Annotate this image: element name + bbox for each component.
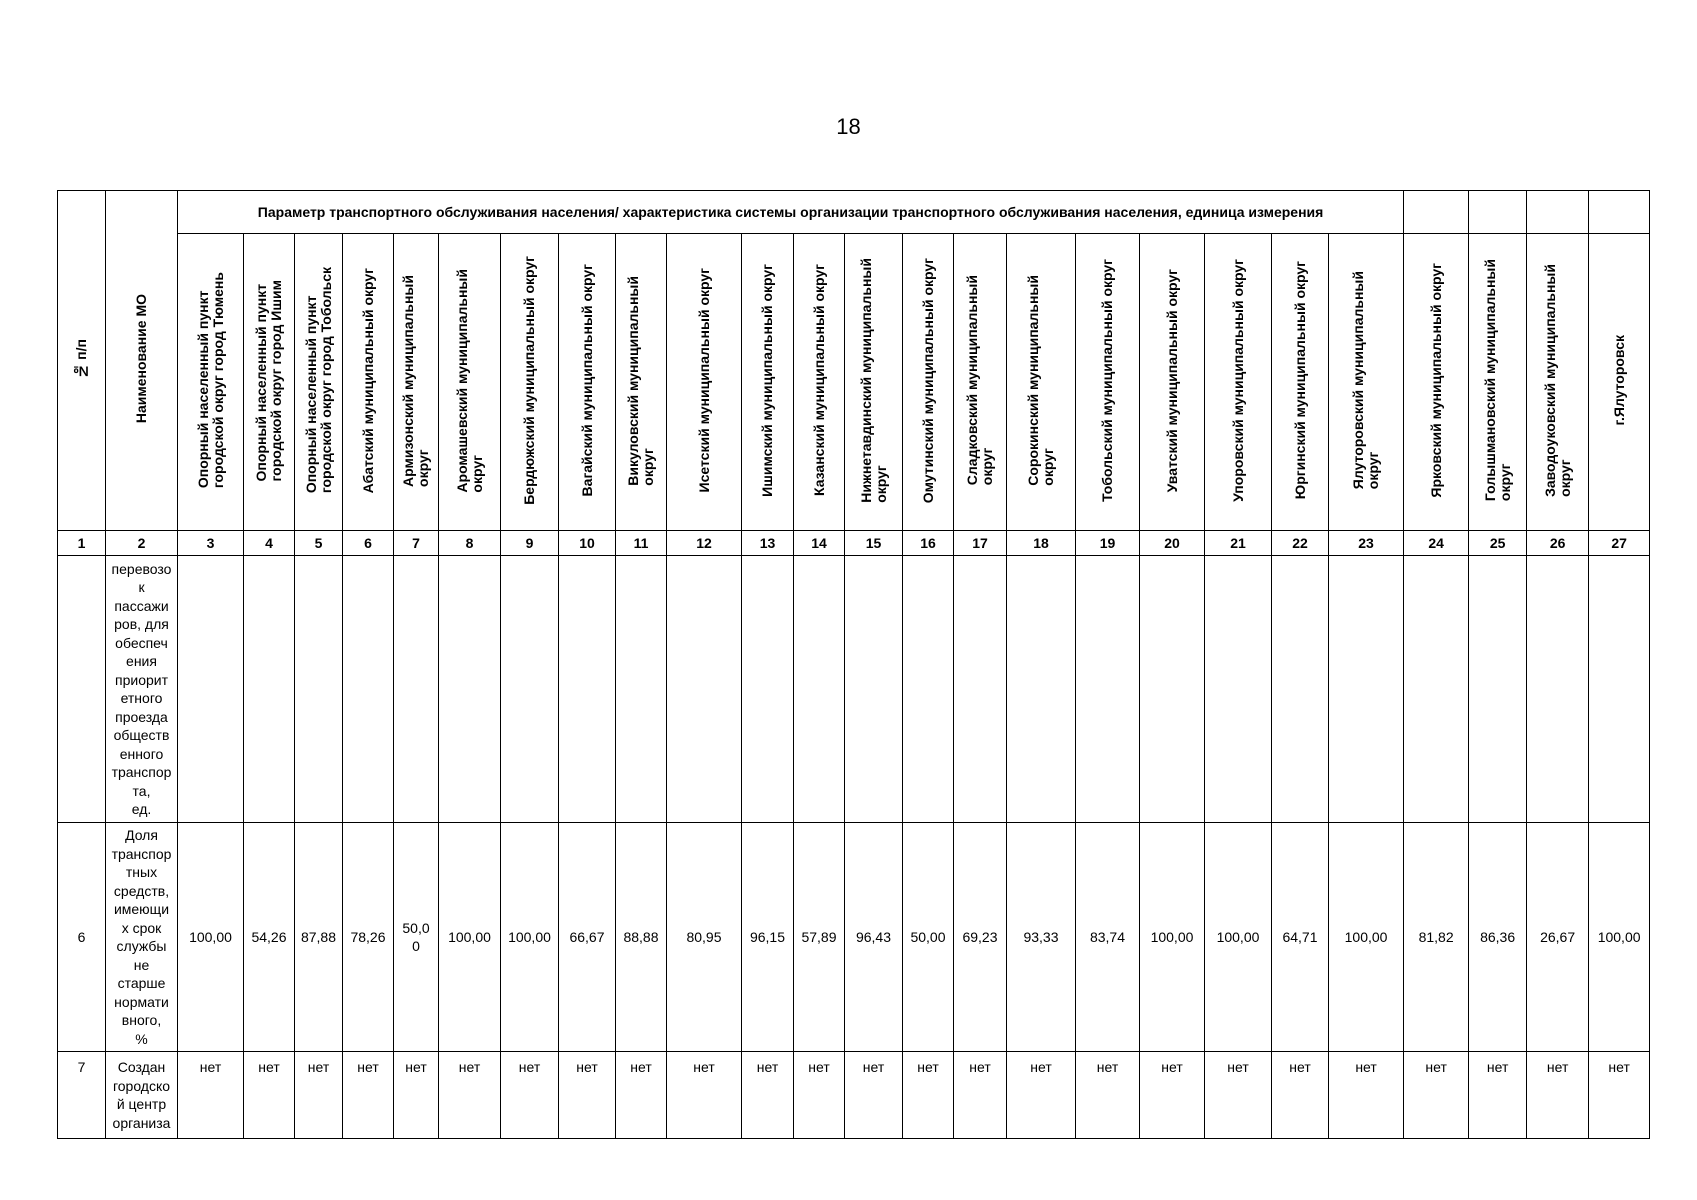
value-cell: 88,88 <box>616 823 667 1052</box>
column-header-mo: Аромашевский муниципальный округ <box>439 234 501 531</box>
value-cell: нет <box>1329 1052 1404 1139</box>
value-cell <box>616 556 667 823</box>
value-cell <box>667 556 742 823</box>
column-header-mo: Абатский муниципальный округ <box>343 234 394 531</box>
column-number: 24 <box>1404 531 1469 556</box>
column-header-mo: Юргинский муниципальный округ <box>1272 234 1329 531</box>
column-header-mo: Голышмановский муниципальный округ <box>1469 234 1527 531</box>
value-cell <box>501 556 559 823</box>
value-cell: 100,00 <box>1329 823 1404 1052</box>
value-cell: 64,71 <box>1272 823 1329 1052</box>
value-cell: нет <box>295 1052 343 1139</box>
column-number: 5 <box>295 531 343 556</box>
column-header-mo: Нижнетавдинский муниципальный округ <box>845 234 903 531</box>
column-header-mo: Казанский муниципальный округ <box>794 234 845 531</box>
value-cell <box>1272 556 1329 823</box>
caption-blank-27 <box>1589 191 1650 234</box>
page-number: 18 <box>836 114 861 139</box>
value-cell <box>295 556 343 823</box>
column-header-mo: Исетский муниципальный округ <box>667 234 742 531</box>
column-number: 17 <box>954 531 1007 556</box>
column-number: 18 <box>1007 531 1076 556</box>
column-number: 13 <box>742 531 794 556</box>
value-cell: нет <box>1076 1052 1140 1139</box>
value-cell: нет <box>501 1052 559 1139</box>
value-cell <box>1469 556 1527 823</box>
column-header-mo: Опорный населенный пункт городской округ город Тюмень <box>178 234 244 531</box>
value-cell: нет <box>1469 1052 1527 1139</box>
value-cell <box>244 556 295 823</box>
value-cell <box>742 556 794 823</box>
value-cell: нет <box>1404 1052 1469 1139</box>
row-number: 6 <box>58 823 106 1052</box>
value-cell: 50,00 <box>903 823 954 1052</box>
column-header-mo: Ишимский муниципальный округ <box>742 234 794 531</box>
column-header-mo: Тобольский муниципальный округ <box>1076 234 1140 531</box>
value-cell: нет <box>794 1052 845 1139</box>
value-cell <box>903 556 954 823</box>
value-cell <box>1329 556 1404 823</box>
column-number: 10 <box>559 531 616 556</box>
value-cell <box>559 556 616 823</box>
value-cell: нет <box>178 1052 244 1139</box>
column-header-mo: Сорокинский муниципальный округ <box>1007 234 1076 531</box>
column-header-mo: Опорный населенный пункт городской округ город Тобольск <box>295 234 343 531</box>
table-row <box>58 556 1650 823</box>
value-cell: 93,33 <box>1007 823 1076 1052</box>
caption-blank-26 <box>1527 191 1589 234</box>
value-cell: 100,00 <box>1589 823 1650 1052</box>
value-cell: нет <box>667 1052 742 1139</box>
value-cell: нет <box>1272 1052 1329 1139</box>
header-row-column-numbers <box>58 531 1650 556</box>
column-number: 8 <box>439 531 501 556</box>
row-number <box>58 556 106 823</box>
value-cell <box>1527 556 1589 823</box>
value-cell: нет <box>1527 1052 1589 1139</box>
column-header-mo: Заводоуковский муниципальный округ <box>1527 234 1589 531</box>
column-header-number: № п/п <box>58 191 106 531</box>
column-header-mo: Ярковский муниципальный округ <box>1404 234 1469 531</box>
column-number: 9 <box>501 531 559 556</box>
column-number: 15 <box>845 531 903 556</box>
value-cell <box>845 556 903 823</box>
value-cell: 96,43 <box>845 823 903 1052</box>
value-cell <box>1007 556 1076 823</box>
column-header-mo: г.Ялуторовск <box>1589 234 1650 531</box>
caption-blank-25 <box>1469 191 1527 234</box>
value-cell <box>394 556 439 823</box>
column-header-mo: Упоровский муниципальный округ <box>1205 234 1272 531</box>
value-cell: 100,00 <box>501 823 559 1052</box>
value-cell: нет <box>343 1052 394 1139</box>
value-cell: 83,74 <box>1076 823 1140 1052</box>
row-indicator-name: Создан городско й центр организа <box>106 1052 178 1139</box>
column-header-mo-name: Наименование МО <box>106 191 178 531</box>
value-cell: нет <box>954 1052 1007 1139</box>
value-cell <box>1076 556 1140 823</box>
value-cell <box>794 556 845 823</box>
column-header-mo: Бердюжский муниципальный округ <box>501 234 559 531</box>
value-cell <box>178 556 244 823</box>
value-cell: 57,89 <box>794 823 845 1052</box>
value-cell: нет <box>244 1052 295 1139</box>
value-cell <box>1404 556 1469 823</box>
value-cell: 100,00 <box>439 823 501 1052</box>
table-row <box>58 1052 1650 1139</box>
column-header-mo: Викуловский муниципальный округ <box>616 234 667 531</box>
value-cell: 96,15 <box>742 823 794 1052</box>
column-number: 16 <box>903 531 954 556</box>
header-row-mo-columns <box>58 234 1650 531</box>
column-number: 19 <box>1076 531 1140 556</box>
caption-blank-24 <box>1404 191 1469 234</box>
value-cell: нет <box>903 1052 954 1139</box>
row-indicator-name: перевозо к пассажи ров, для обеспеч ения приорит етного проезда обществ енного транспор та, ед. <box>106 556 178 823</box>
value-cell: 100,00 <box>178 823 244 1052</box>
value-cell: 50,0 0 <box>394 823 439 1052</box>
column-header-mo: Уватский муниципальный округ <box>1140 234 1205 531</box>
column-number: 26 <box>1527 531 1589 556</box>
transport-parameters-table <box>57 190 1650 1139</box>
column-number: 3 <box>178 531 244 556</box>
value-cell: нет <box>439 1052 501 1139</box>
column-number: 12 <box>667 531 742 556</box>
value-cell: нет <box>1140 1052 1205 1139</box>
value-cell: 86,36 <box>1469 823 1527 1052</box>
value-cell: нет <box>845 1052 903 1139</box>
column-header-mo: Омутинский муниципальный округ <box>903 234 954 531</box>
column-number: 27 <box>1589 531 1650 556</box>
column-number: 22 <box>1272 531 1329 556</box>
value-cell: нет <box>1205 1052 1272 1139</box>
value-cell: 69,23 <box>954 823 1007 1052</box>
value-cell: нет <box>1589 1052 1650 1139</box>
table-row <box>58 823 1650 1052</box>
column-number: 6 <box>343 531 394 556</box>
value-cell <box>954 556 1007 823</box>
column-number: 20 <box>1140 531 1205 556</box>
column-number: 2 <box>106 531 178 556</box>
column-header-mo: Ялуторовский муниципальный округ <box>1329 234 1404 531</box>
value-cell: 87,88 <box>295 823 343 1052</box>
column-number: 23 <box>1329 531 1404 556</box>
value-cell: 26,67 <box>1527 823 1589 1052</box>
column-header-mo: Сладковский муниципальный округ <box>954 234 1007 531</box>
value-cell: 78,26 <box>343 823 394 1052</box>
value-cell <box>439 556 501 823</box>
value-cell: 81,82 <box>1404 823 1469 1052</box>
column-number: 7 <box>394 531 439 556</box>
column-number: 21 <box>1205 531 1272 556</box>
value-cell: 100,00 <box>1140 823 1205 1052</box>
value-cell: нет <box>616 1052 667 1139</box>
header-row-caption <box>58 191 1650 234</box>
value-cell: 66,67 <box>559 823 616 1052</box>
parameter-caption: Параметр транспортного обслуживания населения/ характеристика системы организации транспортного обслуживания населения, единица измерения <box>178 191 1404 234</box>
column-number: 4 <box>244 531 295 556</box>
value-cell: нет <box>394 1052 439 1139</box>
column-number: 25 <box>1469 531 1527 556</box>
column-number: 1 <box>58 531 106 556</box>
column-header-mo: Армизонский муниципальный округ <box>394 234 439 531</box>
value-cell <box>1205 556 1272 823</box>
row-number: 7 <box>58 1052 106 1139</box>
value-cell: 100,00 <box>1205 823 1272 1052</box>
value-cell: 54,26 <box>244 823 295 1052</box>
value-cell <box>1589 556 1650 823</box>
value-cell: нет <box>742 1052 794 1139</box>
value-cell <box>1140 556 1205 823</box>
value-cell: нет <box>1007 1052 1076 1139</box>
value-cell: 80,95 <box>667 823 742 1052</box>
column-number: 11 <box>616 531 667 556</box>
row-indicator-name: Доля транспор тных средств, имеющи х срок службы не старше нормати вного, % <box>106 823 178 1052</box>
value-cell: нет <box>559 1052 616 1139</box>
value-cell <box>343 556 394 823</box>
column-header-mo: Вагайский муниципальный округ <box>559 234 616 531</box>
column-number: 14 <box>794 531 845 556</box>
column-header-mo: Опорный населенный пункт городской округ город Ишим <box>244 234 295 531</box>
